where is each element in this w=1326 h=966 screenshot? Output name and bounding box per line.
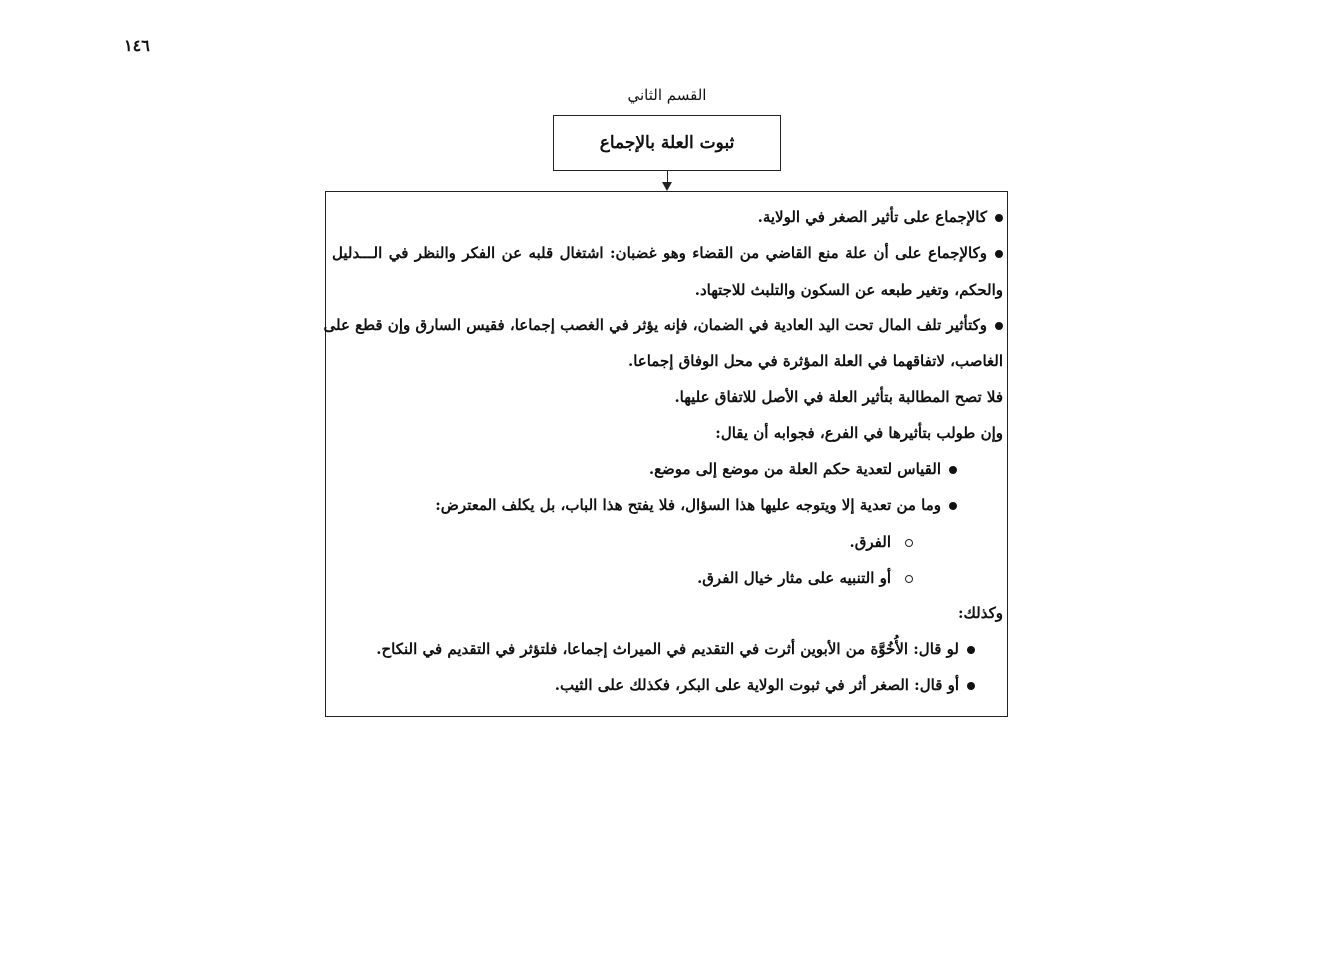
bullet-icon bbox=[995, 214, 1003, 222]
line-text: وإن طولب بتأثيرها في الفرع، فجوابه أن يقال: bbox=[715, 424, 1003, 442]
line-text: والحكم، وتغير طبعه عن السكون والتلبث للاجتهاد. bbox=[694, 281, 1003, 299]
bullet-line bbox=[555, 675, 975, 695]
line-text: وما من تعدية إلا ويتوجه عليها هذا السؤال، فلا يفتح هذا الباب، بل يكلف المعترض: bbox=[435, 496, 941, 514]
page-number: ١٤٦ bbox=[124, 36, 150, 55]
bullet-line bbox=[758, 207, 1003, 227]
line-text: الغاصب، لاتفاقهما في العلة المؤثرة في محل الوفاق إجماعا. bbox=[627, 352, 1003, 370]
line-text: وكتأثير تلف المال تحت اليد العادية في الضمان، فإنه يؤثر في الغصب إجماعا، فقيس السارق وإن قطع على bbox=[323, 316, 987, 334]
line-text: القياس لتعدية حكم العلة من موضع إلى موضع. bbox=[648, 460, 941, 478]
arrow-down-icon bbox=[662, 182, 672, 191]
circle-bullet-icon bbox=[905, 539, 913, 547]
continuation-line bbox=[695, 280, 1003, 300]
line-text: أو قال: الصغر أثر في ثبوت الولاية على البكر، فكذلك على الثيب. bbox=[554, 676, 959, 694]
line-text: فلا تصح المطالبة بتأثير العلة في الأصل للاتفاق عليها. bbox=[674, 388, 1003, 406]
continuation-line bbox=[628, 351, 1003, 371]
circle-bullet-icon bbox=[905, 575, 913, 583]
title-box bbox=[553, 115, 781, 171]
sub-bullet-line bbox=[850, 532, 913, 552]
content-box bbox=[325, 191, 1008, 717]
bullet-icon bbox=[967, 646, 975, 654]
line-text: الفرق. bbox=[849, 533, 891, 551]
sub-bullet-line bbox=[697, 568, 913, 588]
line-text: أو التنبيه على مثار خيال الفرق. bbox=[697, 569, 891, 587]
bullet-line bbox=[323, 315, 1003, 335]
bullet-icon bbox=[995, 250, 1003, 258]
line-text: وكالإجماع على أن علة منع القاضي من القضاء وهو غضبان: اشتغال قلبه عن الفكر والنظر في الـــدليل bbox=[332, 244, 987, 262]
paragraph-line bbox=[958, 603, 1003, 623]
bullet-icon bbox=[949, 466, 957, 474]
paragraph-line bbox=[715, 423, 1003, 443]
bullet-icon bbox=[949, 502, 957, 510]
diagram-title: ثبوت العلة بالإجماع bbox=[599, 133, 735, 153]
bullet-line bbox=[332, 243, 1003, 263]
bullet-line bbox=[649, 459, 957, 479]
bullet-icon bbox=[967, 682, 975, 690]
bullet-line bbox=[435, 495, 957, 515]
bullet-icon bbox=[995, 322, 1003, 330]
bullet-line bbox=[376, 639, 975, 659]
line-text: وكذلك: bbox=[957, 604, 1003, 622]
line-text: لو قال: الأُخُوَّة من الأبوين أثرت في التقديم في الميراث إجماعا، فلتؤثر في التقديم في النكاح. bbox=[376, 640, 959, 658]
paragraph-line bbox=[674, 387, 1003, 407]
section-label: القسم الثاني bbox=[627, 86, 707, 104]
line-text: كالإجماع على تأثير الصغر في الولاية. bbox=[757, 208, 987, 226]
